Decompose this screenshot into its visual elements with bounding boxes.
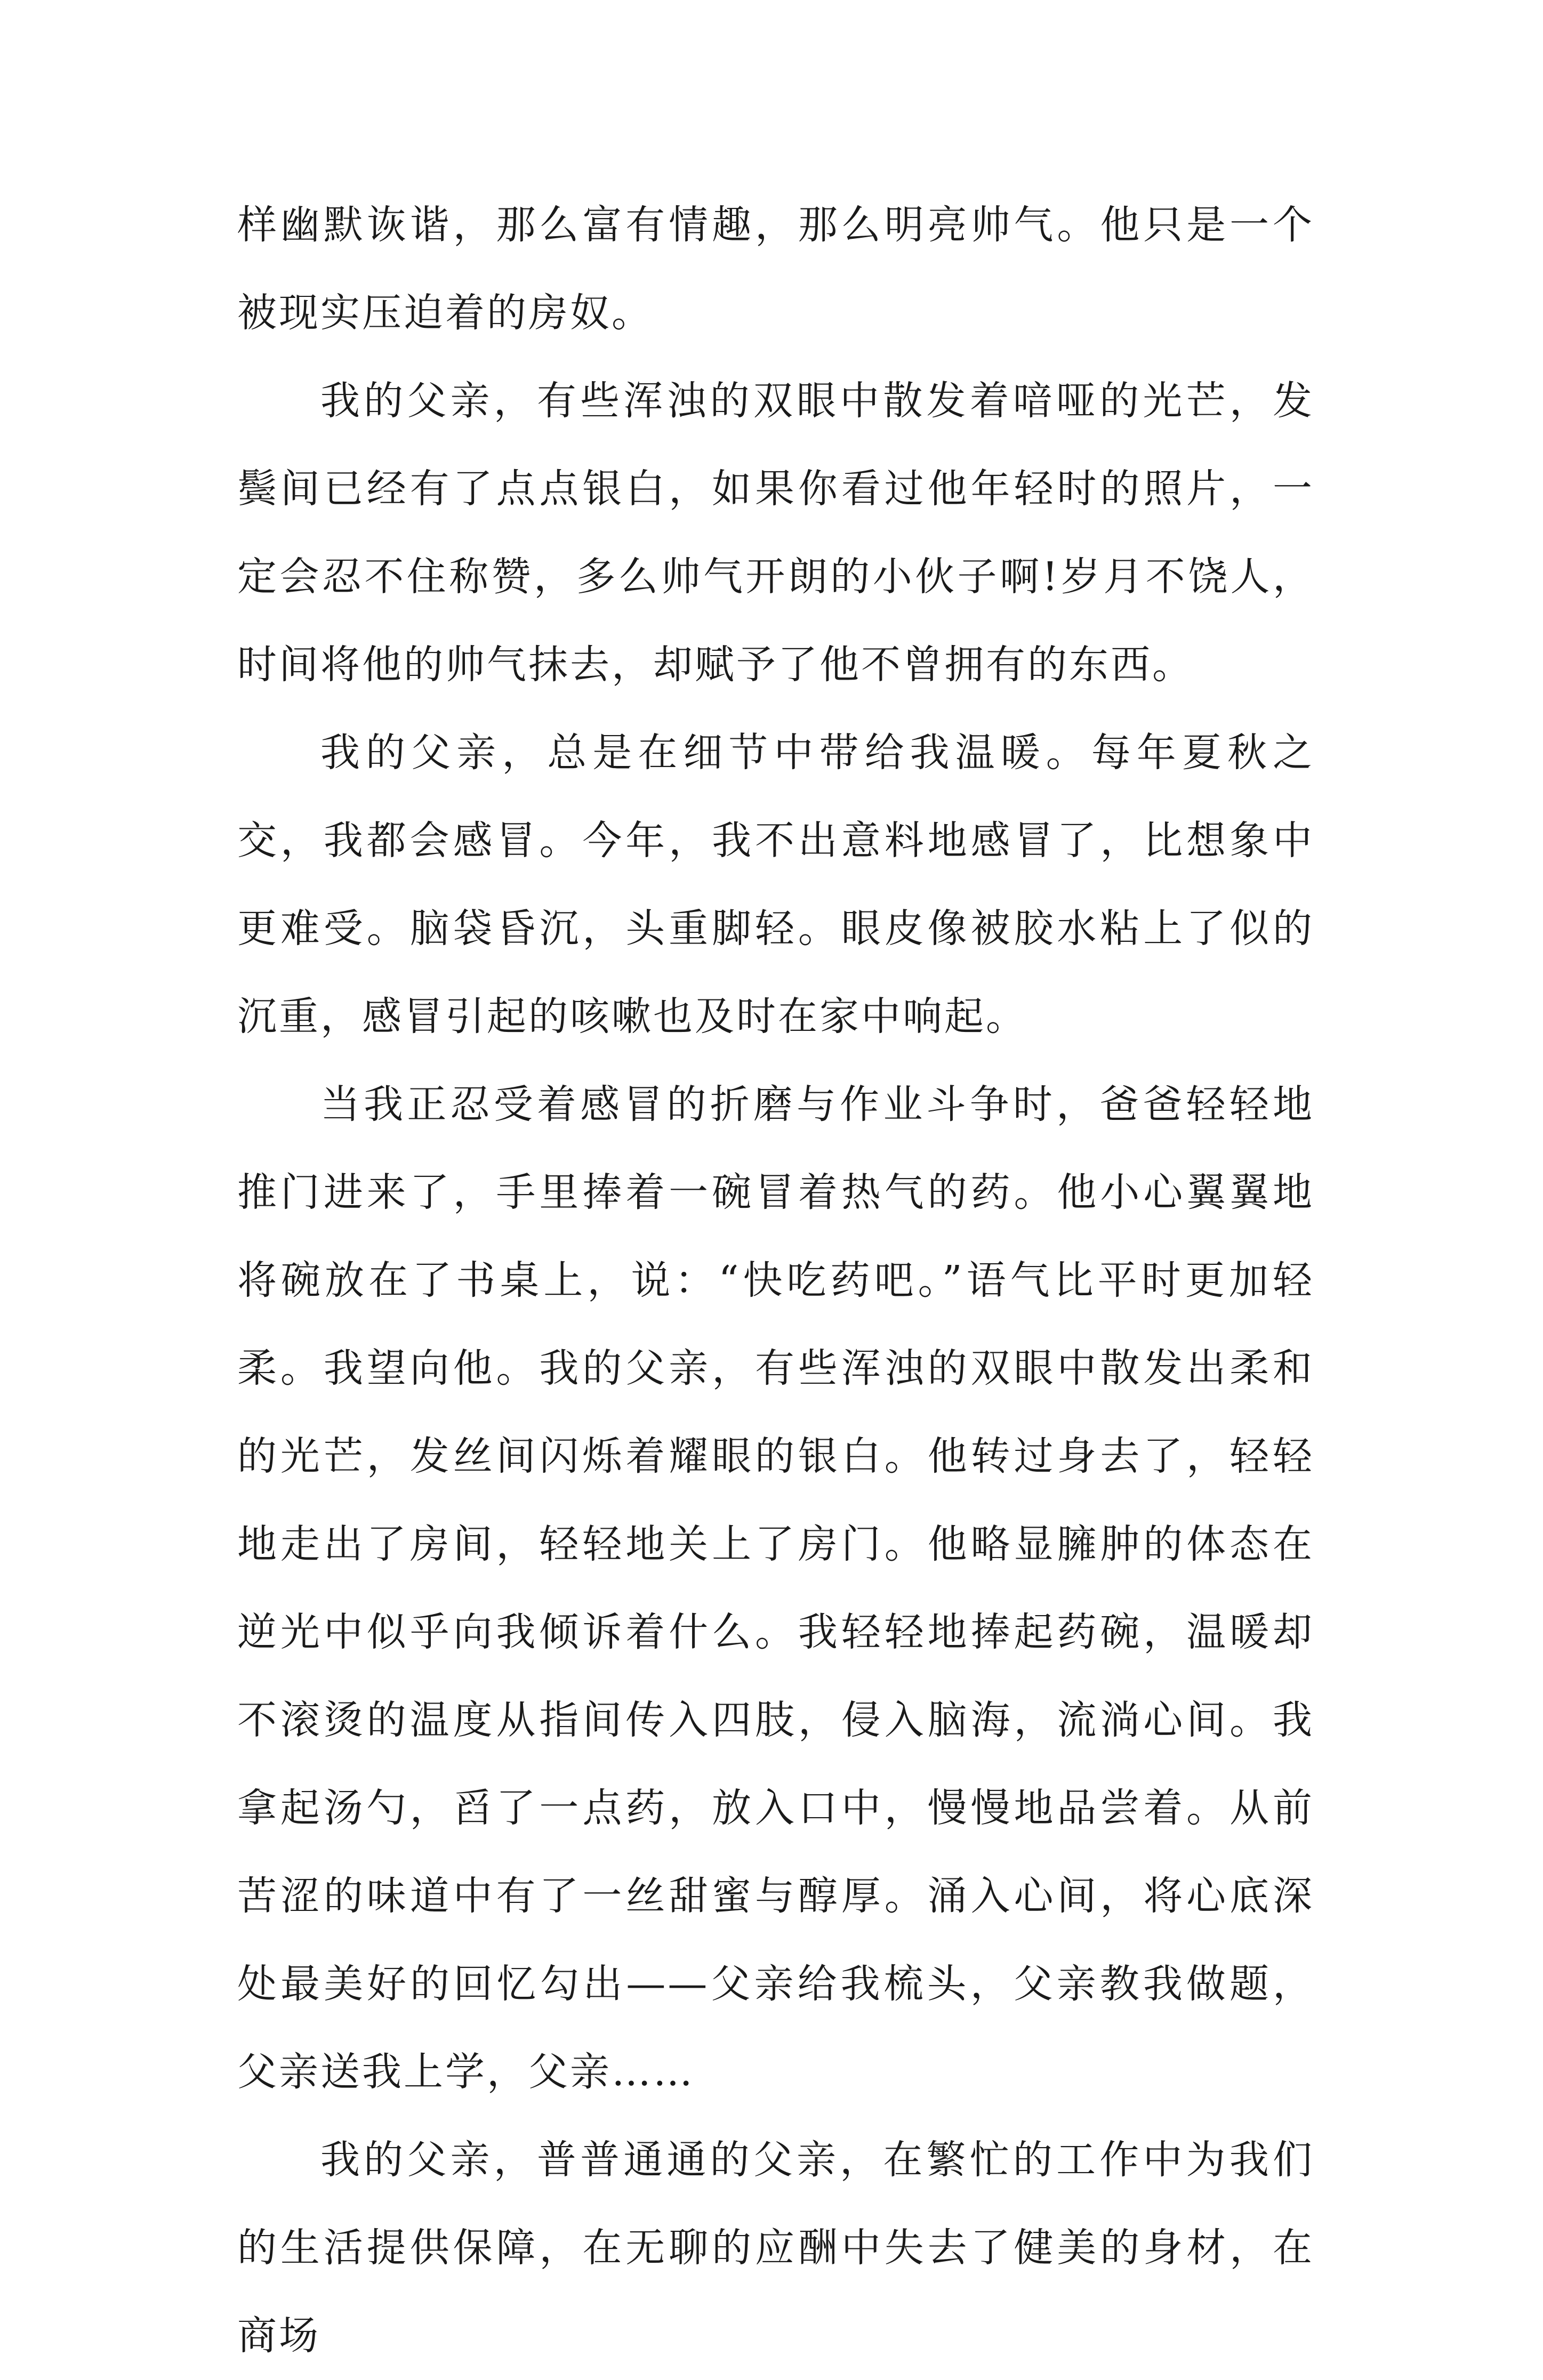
paragraph-4: 当我正忍受着感冒的折磨与作业斗争时，爸爸轻轻地推门进来了，手里捧着一碗冒着热气的药。他小心翼翼地将碗放在了书桌上，说：“快吃药吧。”语气比平时更加轻柔。我望向他。我的父亲，有些浑浊的双眼中散发出柔和的光芒，发丝间闪烁着耀眼的银白。他转过身去了，轻轻地走出了房间，轻轻地关上了房门。他略显臃肿的体态在逆光中似乎向我倾诉着什么。我轻轻地捧起药碗，温暖却不滚烫的温度从指间传入四肢，侵入脑海，流淌心间。我拿起汤勺，舀了一点药，放入口中，慢慢地品尝着。从前苦涩的味道中有了一丝甜蜜与醇厚。涌入心间，将心底深处最美好的回忆勾出——父亲给我梳头，父亲教我做题，父亲送我上学，父亲…… — [237, 1082, 1314, 2095]
paragraph-2: 我的父亲，有些浑浊的双眼中散发着喑哑的光芒，发鬓间已经有了点点银白，如果你看过他年轻时的照片，一定会忍不住称赞，多么帅气开朗的小伙子啊!岁月不饶人，时间将他的帅气抹去，却赋予了他不曾拥有的东西。 — [237, 378, 1314, 688]
paragraph-1: 样幽默诙谐，那么富有情趣，那么明亮帅气。他只是一个被现实压迫着的房奴。 — [237, 202, 1314, 336]
paragraph-3: 我的父亲，总是在细节中带给我温暖。每年夏秋之交，我都会感冒。今年，我不出意料地感冒了，比想象中更难受。脑袋昏沉，头重脚轻。眼皮像被胶水粘上了似的沉重，感冒引起的咳嗽也及时在家中响起。 — [237, 730, 1314, 1039]
article-body — [237, 181, 1314, 2380]
paragraph-5: 我的父亲，普普通通的父亲，在繁忙的工作中为我们的生活提供保障，在无聊的应酬中失去了健美的身材，在商场 — [237, 2137, 1314, 2359]
